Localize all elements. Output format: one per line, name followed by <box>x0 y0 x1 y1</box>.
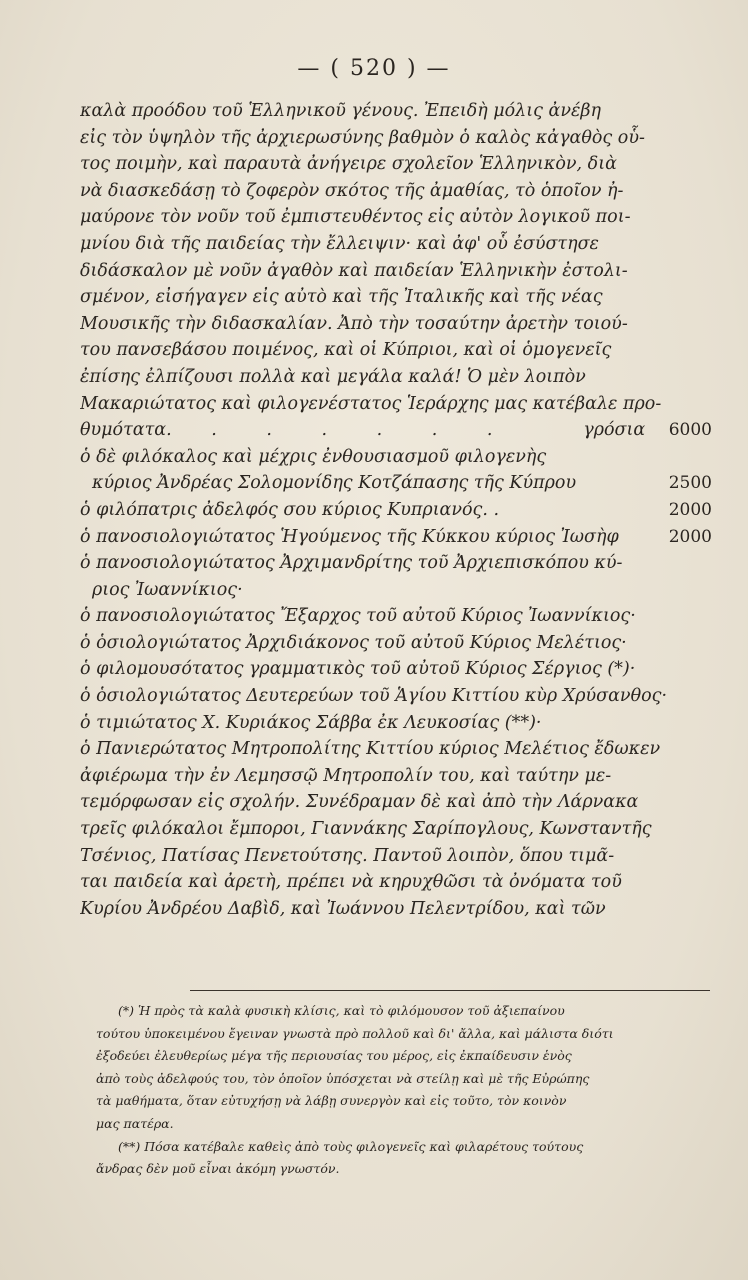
donor-line: ὁ φιλομουσότατος γραμματικὸς τοῦ αὐτοῦ Κύριος Σέργιος (*)· <box>80 659 636 680</box>
donor-name: ὁ πανοσιολογιώτατος Ἡγούμενος τῆς Κύκκου κύριος Ἰωσὴφ <box>80 526 619 547</box>
text-line: Τσένιος, Πατίσας Πενετούτσης. Παντοῦ λοιπὸν, ὅπου τιμᾶ- <box>80 845 615 866</box>
donation-amount: 2000 <box>668 526 712 547</box>
text-line: τρεῖς φιλόκαλοι ἔμποροι, Γιαννάκης Σαρίπογλους, Κωνσταντῆς <box>80 819 652 840</box>
donor-row <box>80 497 712 524</box>
donor-line: ὁ ὁσιολογιώτατος Ἀρχιδιάκονος τοῦ αὐτοῦ Κύριος Μελέτιος· <box>80 632 627 653</box>
footnote-divider <box>190 990 710 991</box>
donation-row-first <box>80 417 712 444</box>
footnote-line: (*) Ἡ πρὸς τὰ καλὰ φυσικὴ κλίσις, καὶ τὸ φιλόμουσον τοῦ ἀξιεπαίνου <box>118 1003 565 1018</box>
donor-line: ὁ πανοσιολογιώτατος Ἔξαρχος τοῦ αὐτοῦ Κύριος Ἰωαννίκιος· <box>80 606 636 627</box>
donor-name: ὁ φιλόπατρις ἀδελφός σου κύριος Κυπριανός. . <box>80 499 500 520</box>
text-line: ται παιδεία καὶ ἀρετὴ, πρέπει νὰ κηρυχθῶσι τὰ ὀνόματα τοῦ <box>80 872 622 893</box>
footnote-line: τούτου ὑποκειμένου ἔγειναν γνωστὰ πρὸ πολλοῦ καὶ δι' ἄλλα, καὶ μάλιστα διότι <box>96 1025 614 1041</box>
donor-row <box>80 470 712 497</box>
text-line: μνίου διὰ τῆς παιδείας τὴν ἔλλειψιν· καὶ ἀφ' οὗ ἐσύστησε <box>80 233 599 254</box>
donor-name: κύριος Ἀνδρέας Σολομονίδης Κοτζάπασης τῆς Κύπρου <box>92 473 577 494</box>
text-line: διδάσκαλον μὲ νοῦν ἀγαθὸν καὶ παιδείαν Ἑλληνικὴν ἐστολι- <box>80 260 628 281</box>
text-line: καλὰ προόδου τοῦ Ἑλληνικοῦ γένους. Ἐπειδὴ μόλις ἀνέβη <box>80 101 601 121</box>
text-line: Κυρίου Ἀνδρέου Δαβὶδ, καὶ Ἰωάννου Πελεντρίδου, καὶ τῶν <box>80 898 606 919</box>
text-line: τεμόρφωσαν εἰς σχολήν. Συνέδραμαν δὲ καὶ ἀπὸ τὴν Λάρνακα <box>80 792 639 813</box>
donor-row <box>80 524 712 551</box>
page-number: — ( 520 ) — <box>297 56 451 81</box>
donation-amount: 2000 <box>668 499 712 520</box>
donation-label: θυμότατα. <box>80 420 172 441</box>
donation-amount: 2500 <box>668 473 712 494</box>
text-line: εἰς τὸν ὑψηλὸν τῆς ἀρχιερωσύνης βαθμὸν ὁ καλὸς κἀγαθὸς οὗ- <box>80 127 645 148</box>
footnote-line: ἐξοδεύει ἐλευθερίως μέγα τῆς περιουσίας του μέρος, εἰς ἐκπαίδευσιν ἑνὸς <box>96 1048 572 1064</box>
donor-line: ὁ τιμιώτατος Χ. Κυριάκος Σάββα ἐκ Λευκοσίας (**)· <box>80 712 542 733</box>
donor-line: ὁ ὁσιολογιώτατος Δευτερεύων τοῦ Ἁγίου Κιττίου κὺρ Χρύσανθος· <box>80 686 668 707</box>
leader-dots: . . . . . . <box>211 420 515 441</box>
text-line: σμένον, εἰσήγαγεν εἰς αὐτὸ καὶ τῆς Ἰταλικῆς καὶ τῆς νέας <box>80 287 603 308</box>
text-line: Μουσικῆς τὴν διδασκαλίαν. Ἀπὸ τὴν τοσαύτην ἀρετὴν τοιού- <box>80 313 628 334</box>
text-line: ὁ Πανιερώτατος Μητροπολίτης Κιττίου κύριος Μελέτιος ἔδωκεν <box>80 739 661 760</box>
footnote-line: μας πατέρα. <box>96 1115 174 1131</box>
text-line: Μακαριώτατος καὶ φιλογενέστατος Ἱεράρχης μας κατέβαλε προ- <box>80 393 662 414</box>
text-line: ἀφιέρωμα τὴν ἐν Λεμησσῷ Μητροπολίν του, καὶ ταύτην με- <box>80 765 612 786</box>
footnotes <box>96 1000 712 1181</box>
footnote-line: ἄνδρας δὲν μοῦ εἶναι ἀκόμη γνωστόν. <box>96 1161 340 1177</box>
donor-line: ὁ δὲ φιλόκαλος καὶ μέχρις ἐνθουσιασμοῦ φιλογενὴς <box>80 446 547 467</box>
text-line: του πανσεβάσου ποιμένος, καὶ οἱ Κύπριοι, καὶ οἱ ὁμογενεῖς <box>80 340 612 361</box>
footnote-line: (**) Πόσα κατέβαλε καθεὶς ἀπὸ τοὺς φιλογενεῖς καὶ φιλαρέτους τούτους <box>118 1138 584 1154</box>
text-line: μαύρονε τὸν νοῦν τοῦ ἐμπιστευθέντος εἰς αὐτὸν λογικοῦ ποι- <box>80 207 631 228</box>
main-text <box>80 98 712 922</box>
footnote-line: ἀπὸ τοὺς ἀδελφούς του, τὸν ὁποῖον ὑπόσχεται νὰ στείλῃ καὶ μὲ τῆς Εὐρώπης <box>96 1070 590 1086</box>
donor-line: ριος Ἰωαννίκιος· <box>92 579 243 600</box>
donation-amount: 6000 <box>668 420 712 441</box>
text-line: νὰ διασκεδάσῃ τὸ ζοφερὸν σκότος τῆς ἀμαθίας, τὸ ὁποῖον ἠ- <box>80 180 624 201</box>
donor-line: ὁ πανοσιολογιώτατος Ἀρχιμανδρίτης τοῦ Ἀρχιεπισκόπου κύ- <box>80 553 623 574</box>
text-line: ἐπίσης ἐλπίζουσι πολλὰ καὶ μεγάλα καλά! Ὁ μὲν λοιπὸν <box>80 366 586 387</box>
footnote-line: τὰ μαθήματα, ὅταν εὐτυχήσῃ νὰ λάβῃ συνεργὸν καὶ εἰς τοῦτο, τὸν κοινὸν <box>96 1093 567 1109</box>
text-line: τος ποιμὴν, καὶ παραυτὰ ἀνήγειρε σχολεῖον Ἑλληνικὸν, διὰ <box>80 154 617 175</box>
currency-unit: γρόσια <box>583 420 646 441</box>
